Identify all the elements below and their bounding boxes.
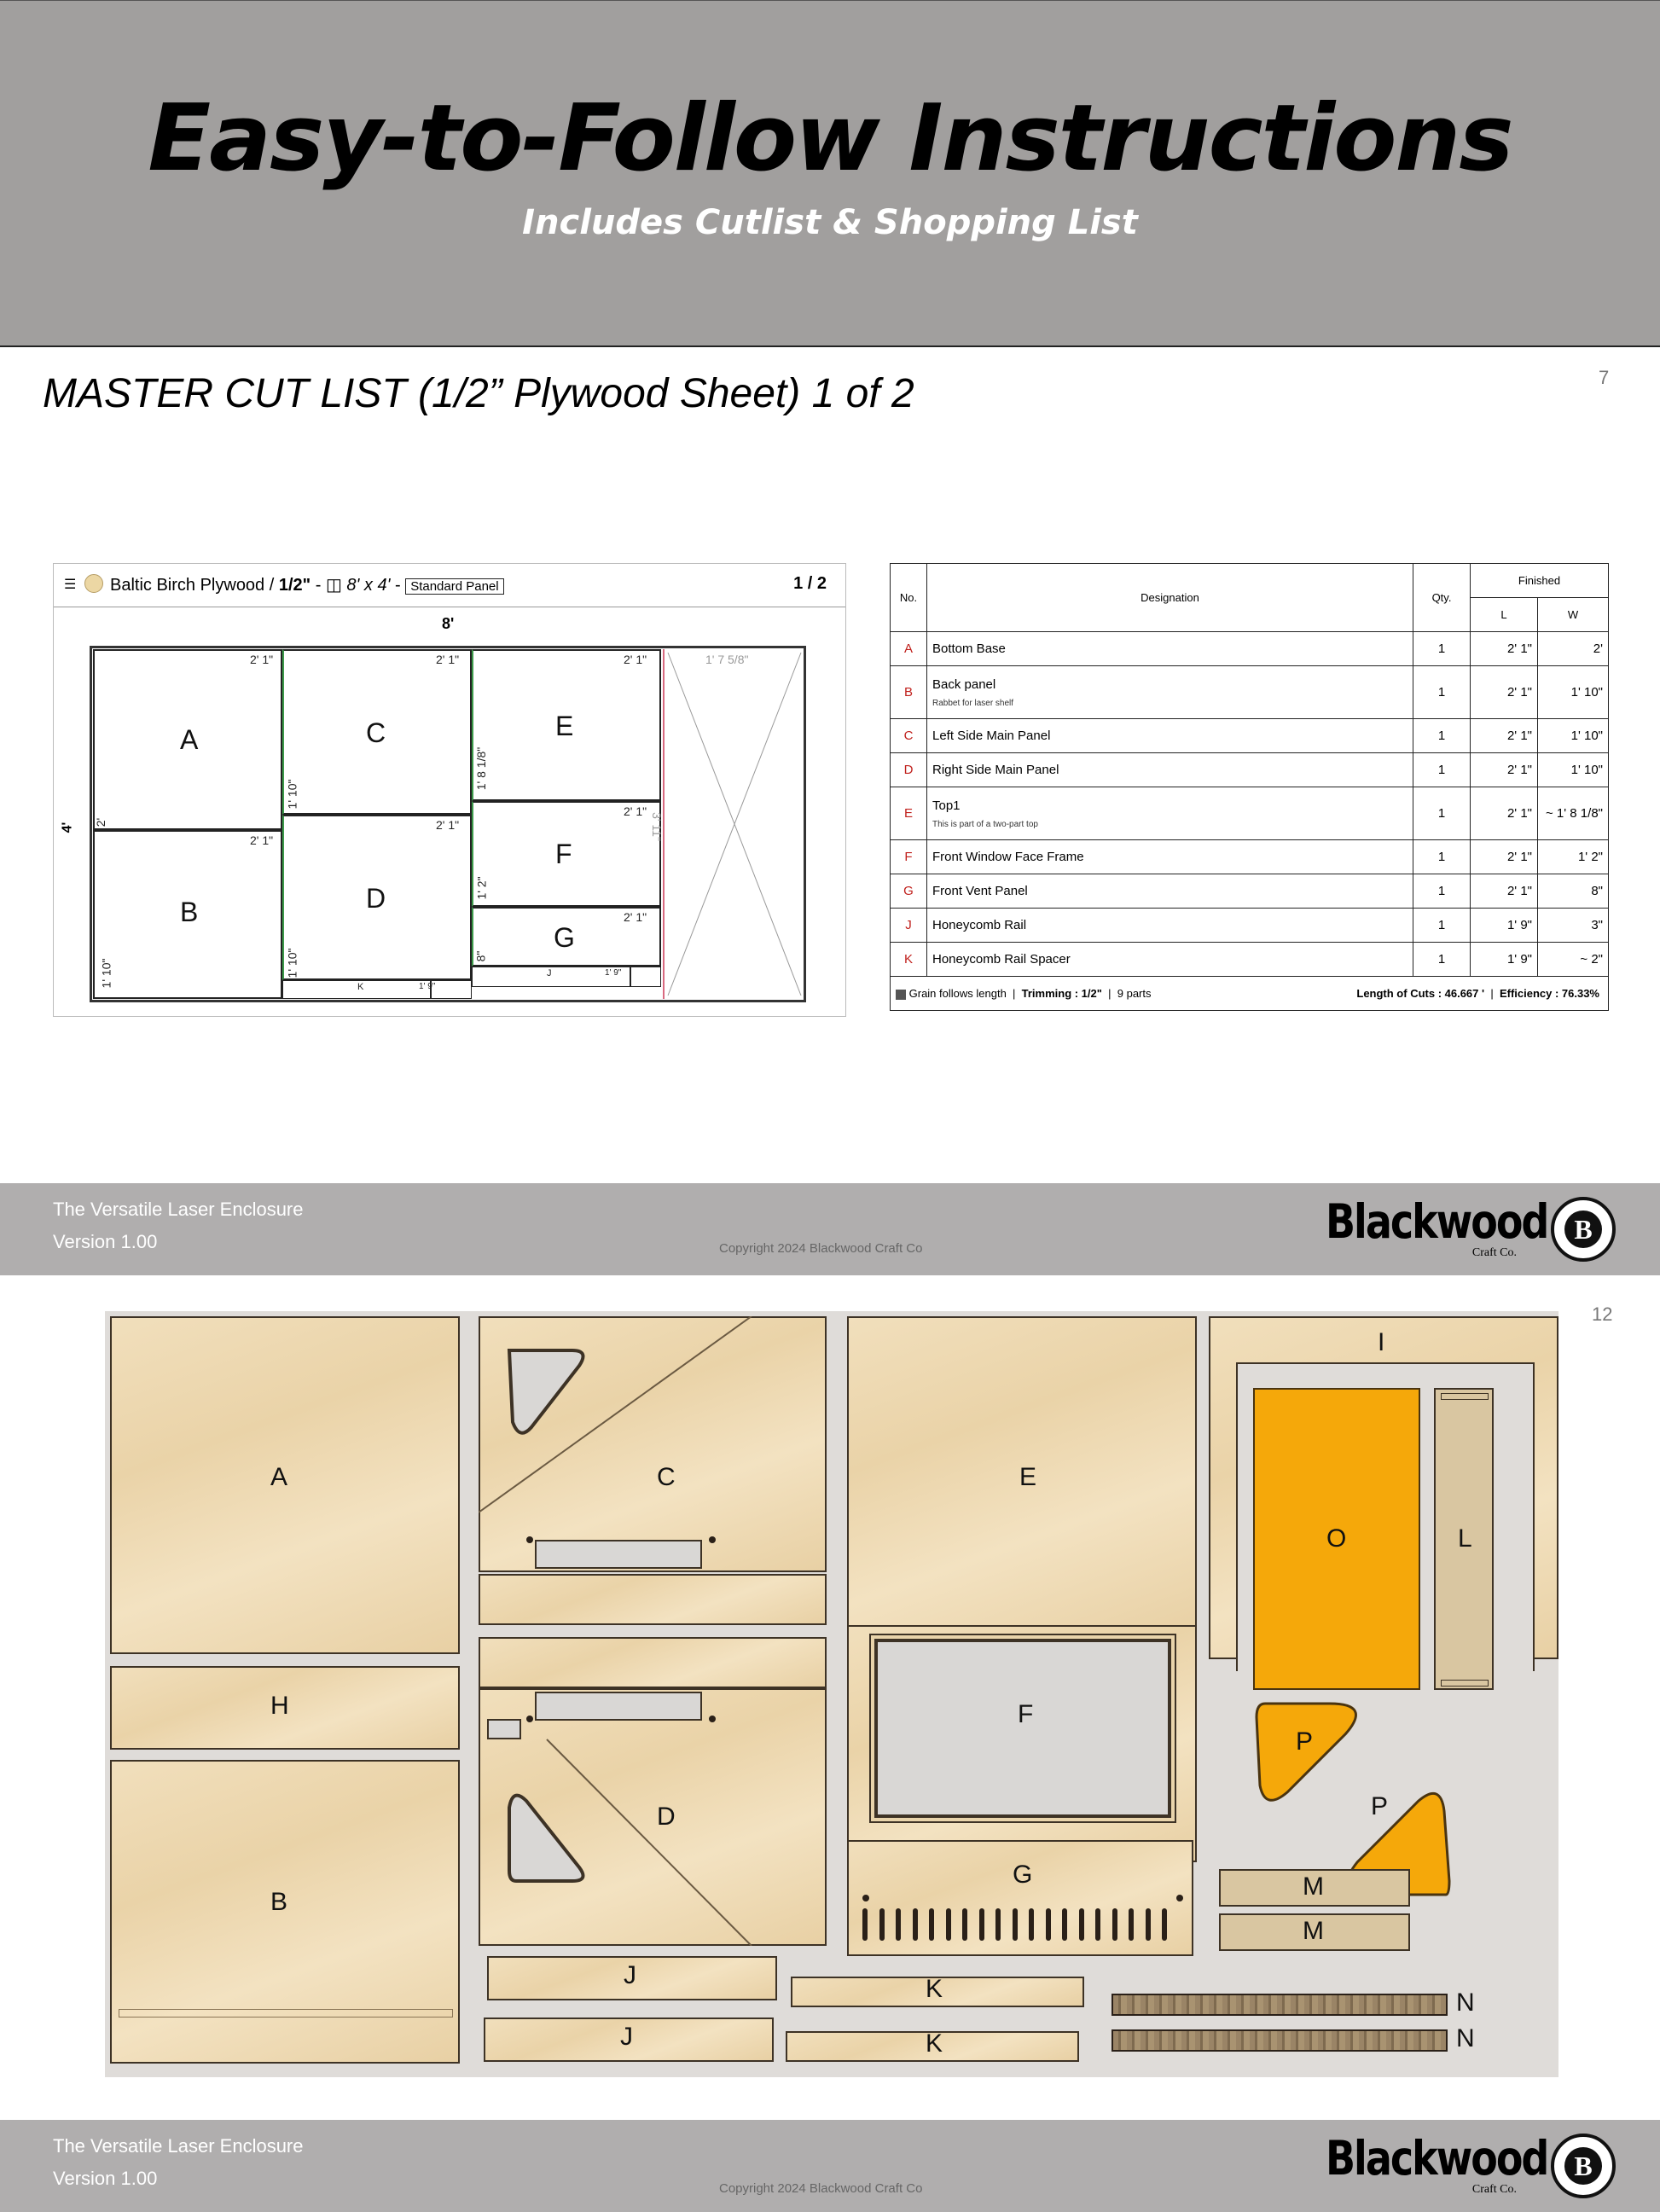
render-label: F: [1018, 1700, 1034, 1728]
part-d-cutouts: [479, 1688, 827, 1946]
page-title: MASTER CUT LIST (1/2” Plywood Sheet) 1 of 2: [43, 371, 914, 416]
dim-label: 1' 9": [605, 968, 622, 978]
vent-slot: [1162, 1908, 1167, 1941]
sheet-layout-header: ☰ Baltic Birch Plywood / 1/2" - ◫ 8' x 4' - Standard Panel 1 / 2: [54, 564, 845, 607]
cell-l: 2' 1": [1471, 719, 1538, 753]
dim-label: 2' 1": [624, 804, 647, 818]
cell-w: ~ 1' 8 1/8": [1538, 787, 1609, 840]
blackwood-logo: [1326, 2130, 1548, 2196]
banner-title: Easy-to-Follow Instructions: [148, 85, 1512, 192]
cell-w: 8": [1538, 874, 1609, 909]
col-qty: Qty.: [1413, 564, 1471, 632]
part-p-pair: [1253, 1700, 1458, 1896]
footer-title: The Versatile Laser Enclosure: [53, 1199, 304, 1220]
part-name: Honeycomb Rail Spacer: [932, 952, 1071, 967]
render-label: I: [1378, 1328, 1385, 1356]
page-footer: [0, 2120, 1660, 2212]
sheet-icon: ◫: [325, 576, 342, 595]
cell-qty: 1: [1413, 719, 1471, 753]
vent-slot: [929, 1908, 934, 1941]
render-label: P: [1296, 1727, 1314, 1756]
part-name: Top1: [932, 798, 961, 813]
dim-label: 2': [94, 817, 108, 827]
sheet-layout-diagram: [53, 563, 846, 1017]
part-name: Right Side Main Panel: [932, 763, 1059, 777]
layout-part-k: [282, 980, 431, 999]
dim-label: 1' 2": [474, 876, 489, 900]
cell-no: K: [891, 943, 927, 977]
cell-l: 2' 1": [1471, 874, 1538, 909]
part-c-slot: [535, 1540, 702, 1569]
render-label: J: [620, 2023, 633, 2051]
cell-designation: [927, 943, 1413, 977]
banner-subtitle: Includes Cutlist & Shopping List: [522, 203, 1138, 242]
page-number: 12: [1592, 1303, 1613, 1325]
length-of-cuts: Length of Cuts : 46.667 ': [1356, 987, 1485, 1000]
cell-l: 1' 9": [1471, 909, 1538, 943]
table-row: [891, 874, 1609, 909]
sheet-index: 1 / 2: [793, 574, 827, 593]
part-name: Front Vent Panel: [932, 884, 1028, 898]
col-designation: Designation: [927, 564, 1413, 632]
blackwood-logo: [1326, 1193, 1548, 1259]
render-label: E: [1019, 1463, 1037, 1491]
vent-slot: [995, 1908, 1001, 1941]
part-name: Back panel: [932, 676, 996, 692]
parts-count: 9 parts: [1117, 987, 1152, 1000]
col-w: W: [1538, 598, 1609, 632]
cell-qty: 1: [1413, 909, 1471, 943]
part-name: Bottom Base: [932, 642, 1006, 656]
cell-designation: [927, 753, 1413, 787]
screw-hole: [1176, 1895, 1183, 1901]
vent-slot: [1046, 1908, 1051, 1941]
offcut-width-label: 1' 7 5/8": [705, 653, 749, 666]
cell-no: B: [891, 666, 927, 719]
render-label: J: [624, 1961, 636, 1989]
cell-designation: [927, 909, 1413, 943]
panel-type-tag: Standard Panel: [405, 578, 503, 595]
col-finished: Finished: [1471, 564, 1609, 598]
sheet-height-label: 4': [60, 822, 75, 833]
cell-l: 2' 1": [1471, 632, 1538, 666]
footer-version: Version 1.00: [53, 2168, 158, 2189]
part-label-f: F: [555, 839, 572, 869]
brand-badge-icon: [1551, 1197, 1616, 1262]
dim-label: 1' 9": [419, 982, 436, 991]
table-row: [891, 632, 1609, 666]
offcut-height-label: 3' 11": [649, 812, 664, 841]
cell-w: 3": [1538, 909, 1609, 943]
vent-slot: [862, 1908, 868, 1941]
cell-qty: 1: [1413, 666, 1471, 719]
cell-qty: 1: [1413, 874, 1471, 909]
brand-badge-icon: [1551, 2134, 1616, 2198]
part-c-lip: [479, 1574, 827, 1625]
table-row: [891, 753, 1609, 787]
dim-label: 2' 1": [436, 653, 460, 666]
part-label-g: G: [554, 922, 575, 953]
render-label: O: [1326, 1524, 1347, 1553]
footer-title: The Versatile Laser Enclosure: [53, 2135, 304, 2157]
part-c-cutouts: [479, 1316, 827, 1572]
render-label: H: [270, 1692, 289, 1720]
screw-hole: [526, 1536, 533, 1543]
cutlist-table: No. Designation Qty. Finished L W A Bottom Base 1 2' 1" 2' B Back panel Rabbet for laser shelf 1 2' 1" 1' 10" C Left Side Main Panel 1 2' 1" 1' 10" D Right Side Main Panel 1 2' 1" 1' 10" E Top1 This is part of a two-part top 1 2' 1" ~ 1' 8 1/8" F Front Window Face Frame 1 2' 1" 1' 2" G Front Vent Panel 1 2' 1" 8" J Honeycomb Rail 1 1' 9" 3" K Honeycomb Rail Spacer 1 1' 9" ~ 2" Grain follows length | Trimming : 1/2" | 9 parts Length of Cuts : 46.667 ' | Efficiency : 76.33%: [890, 563, 1609, 1011]
table-row: [891, 719, 1609, 753]
render-label: K: [926, 1975, 943, 2003]
table-row: [891, 840, 1609, 874]
cell-w: 2': [1538, 632, 1609, 666]
part-label-a: A: [180, 724, 199, 755]
table-row: [891, 666, 1609, 719]
cell-designation: [927, 666, 1413, 719]
cell-l: 2' 1": [1471, 840, 1538, 874]
cell-no: G: [891, 874, 927, 909]
vent-slot: [962, 1908, 967, 1941]
grain-icon: [896, 990, 906, 1000]
cell-no: E: [891, 787, 927, 840]
cell-qty: 1: [1413, 753, 1471, 787]
render-label: B: [270, 1888, 288, 1916]
render-label: L: [1458, 1524, 1472, 1553]
badge-letter: B: [1564, 2147, 1602, 2185]
offcut-cross: [665, 649, 804, 999]
material-name: Baltic Birch Plywood /: [110, 576, 279, 595]
vent-slot: [913, 1908, 918, 1941]
cell-w: 1' 10": [1538, 753, 1609, 787]
cell-l: 2' 1": [1471, 666, 1538, 719]
cell-l: 1' 9": [1471, 943, 1538, 977]
layers-icon: ☰: [64, 578, 77, 592]
trimming: Trimming : 1/2": [1021, 987, 1102, 1000]
screw-hole: [709, 1536, 716, 1543]
part-note: This is part of a two-part top: [932, 819, 1038, 829]
part-label-j: J: [547, 968, 552, 978]
render-label: N: [1456, 2024, 1475, 2052]
vent-slot: [1095, 1908, 1100, 1941]
render-label: D: [657, 1803, 676, 1831]
cell-l: 2' 1": [1471, 787, 1538, 840]
cell-no: F: [891, 840, 927, 874]
part-label-e: E: [555, 711, 574, 741]
cell-designation: [927, 632, 1413, 666]
render-label: K: [926, 2029, 943, 2058]
brand-sub: Craft Co.: [1471, 2183, 1517, 2196]
part-label-d: D: [366, 883, 386, 914]
vent-slot: [896, 1908, 901, 1941]
render-label: N: [1456, 1988, 1475, 2017]
cell-designation: [927, 719, 1413, 753]
brand-name: Blackwood: [1326, 2130, 1548, 2186]
vent-slot: [879, 1908, 885, 1941]
vent-slot: [1112, 1908, 1117, 1941]
render-label: M: [1303, 1917, 1324, 1945]
cell-qty: 1: [1413, 787, 1471, 840]
screw-hole: [862, 1895, 869, 1901]
render-label: M: [1303, 1872, 1324, 1901]
part-label-b: B: [180, 897, 199, 927]
brand-name: Blackwood: [1326, 1193, 1548, 1250]
material-swatch-icon: [84, 574, 103, 593]
rabbet-line: [119, 2009, 453, 2018]
col-no: No.: [891, 564, 927, 632]
layout-waste-k: [431, 980, 472, 999]
table-row: [891, 787, 1609, 840]
render-label: C: [657, 1463, 676, 1491]
cell-qty: 1: [1413, 943, 1471, 977]
dim-label: 1' 10": [285, 779, 299, 810]
cell-qty: 1: [1413, 632, 1471, 666]
cell-l: 2' 1": [1471, 753, 1538, 787]
vent-slot: [946, 1908, 951, 1941]
cell-w: 1' 10": [1538, 666, 1609, 719]
cell-designation: [927, 787, 1413, 840]
part-n: [1112, 2029, 1448, 2052]
vent-slot: [1129, 1908, 1134, 1941]
footer-version: Version 1.00: [53, 1231, 158, 1252]
dim-label: 2' 1": [624, 653, 647, 666]
part-name: Honeycomb Rail: [932, 918, 1027, 932]
vent-slot: [1029, 1908, 1034, 1941]
sheet-width-label: 8': [442, 615, 455, 632]
table-row: [891, 943, 1609, 977]
badge-letter: B: [1564, 1211, 1602, 1248]
part-note: Rabbet for laser shelf: [932, 698, 1014, 708]
dim-label: 1' 8 1/8": [474, 746, 489, 791]
cell-no: D: [891, 753, 927, 787]
layout-waste-j: [630, 967, 661, 987]
cell-no: C: [891, 719, 927, 753]
cell-w: 1' 10": [1538, 719, 1609, 753]
part-l-groove: [1441, 1680, 1489, 1687]
dim-label: 1' 10": [99, 958, 113, 989]
vent-slot: [1079, 1908, 1084, 1941]
parts-render: [105, 1311, 1558, 2077]
part-name: Front Window Face Frame: [932, 850, 1084, 864]
vent-slot: [1062, 1908, 1067, 1941]
brand-sub: Craft Co.: [1471, 1246, 1517, 1259]
footer-copyright: Copyright 2024 Blackwood Craft Co: [719, 1241, 923, 1256]
part-l-groove: [1441, 1393, 1489, 1400]
offcut-region: [663, 649, 804, 999]
render-label: P: [1371, 1792, 1389, 1820]
cell-qty: 1: [1413, 840, 1471, 874]
vent-slot: [1146, 1908, 1151, 1941]
material-thickness: 1/2": [278, 576, 311, 595]
cell-no: J: [891, 909, 927, 943]
dim-label: 8": [473, 950, 488, 962]
dim-label: 2' 1": [436, 818, 460, 832]
vent-slot: [1013, 1908, 1018, 1941]
render-label: G: [1013, 1861, 1033, 1889]
col-l: L: [1471, 598, 1538, 632]
efficiency: Efficiency : 76.33%: [1499, 987, 1599, 1000]
cell-designation: [927, 840, 1413, 874]
part-n: [1112, 1994, 1448, 2016]
cell-no: A: [891, 632, 927, 666]
part-label-c: C: [366, 717, 386, 748]
dim-label: 1' 10": [285, 948, 299, 978]
sheet-dims: 8' x 4': [346, 576, 391, 595]
dim-label: 2' 1": [624, 910, 647, 924]
dim-label: 2' 1": [250, 833, 274, 847]
dim-label: 2' 1": [250, 653, 274, 666]
cell-w: ~ 2": [1538, 943, 1609, 977]
page-number: 7: [1599, 367, 1610, 388]
vent-slot: [979, 1908, 984, 1941]
part-label-k: K: [357, 982, 364, 992]
cell-w: 1' 2": [1538, 840, 1609, 874]
page-footer: [0, 1183, 1660, 1275]
part-d-lip: [479, 1637, 827, 1688]
footer-copyright: Copyright 2024 Blackwood Craft Co: [719, 2181, 923, 2196]
render-label: A: [270, 1463, 288, 1491]
table-row: [891, 909, 1609, 943]
part-name: Left Side Main Panel: [932, 729, 1051, 743]
cell-designation: [927, 874, 1413, 909]
grain-note: Grain follows length: [908, 987, 1007, 1000]
